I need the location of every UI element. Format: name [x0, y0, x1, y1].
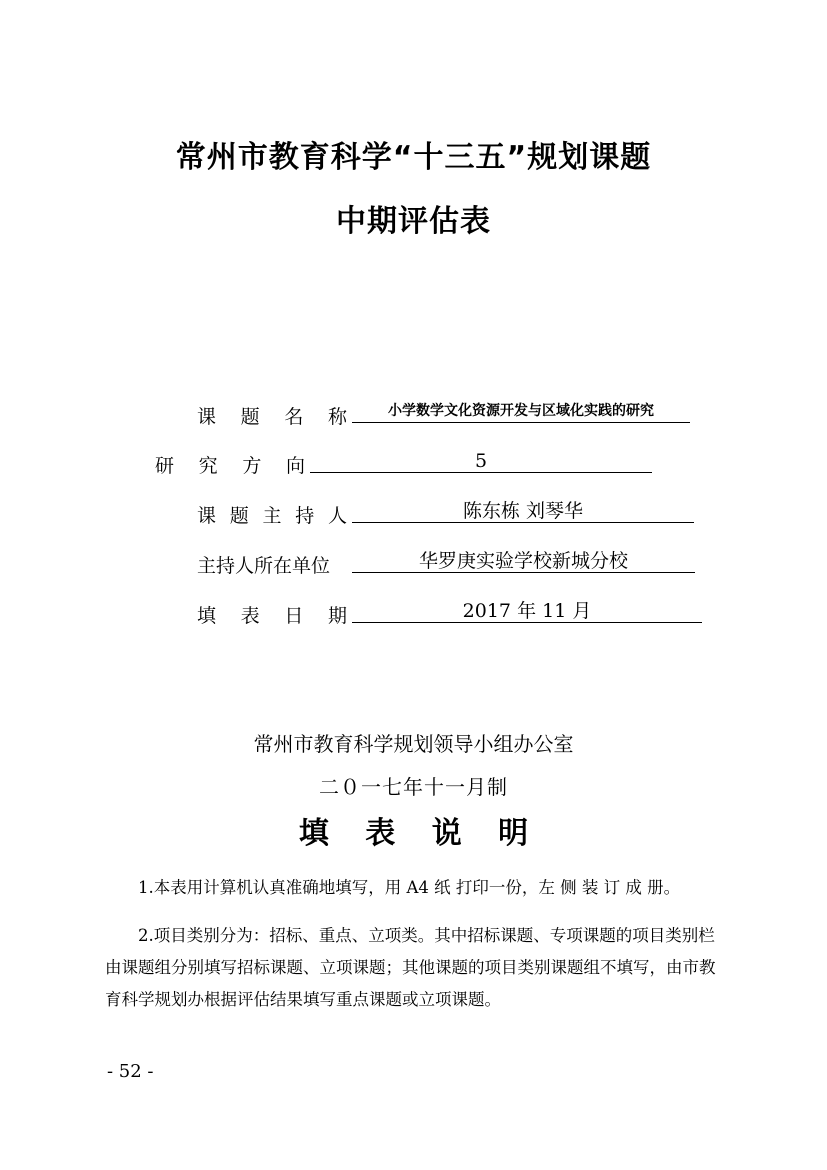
- field-label-research-direction: 研 究 方 向: [155, 455, 305, 477]
- field-value-research-direction: 5: [310, 450, 652, 473]
- instructions-heading: 填 表 说 明: [298, 816, 529, 851]
- instruction-item-1: 1.本表用计算机认真准确地填写，用 A4 纸 打印一份，左 侧 装 订 成 册。: [138, 878, 681, 897]
- instruction-item-2: 2.项目类别分为：招标、重点、立项类。其中招标课题、专项课题的项目类别栏由课题组分别填写招标课题、立项课题；其他课题的项目类别课题组不填写，由市教育科学规划办根据评估结果填写重点课题或立项课题。: [105, 926, 716, 1009]
- field-value-fill-date: 2017 年 11 月: [352, 600, 702, 623]
- field-value-host: 陈东栋 刘琴华: [352, 500, 694, 523]
- issuing-office: 常州市教育科学规划领导小组办公室: [253, 732, 574, 756]
- field-label-host: 课 题 主 持 人: [197, 505, 347, 527]
- field-label-host-unit: 主持人所在单位: [197, 555, 331, 577]
- field-label-fill-date: 填 表 日 期: [197, 605, 347, 627]
- made-date: 二０一七年十一月制: [319, 775, 508, 799]
- document-subtitle: 中期评估表: [336, 204, 491, 239]
- field-value-project-name: 小学数学文化资源开发与区域化实践的研究: [352, 400, 690, 423]
- document-title: 常州市教育科学“十三五”规划课题: [175, 140, 652, 175]
- page-number: - 52 -: [107, 1061, 154, 1082]
- field-value-host-unit: 华罗庚实验学校新城分校: [352, 550, 695, 573]
- field-label-project-name: 课 题 名 称: [197, 406, 347, 428]
